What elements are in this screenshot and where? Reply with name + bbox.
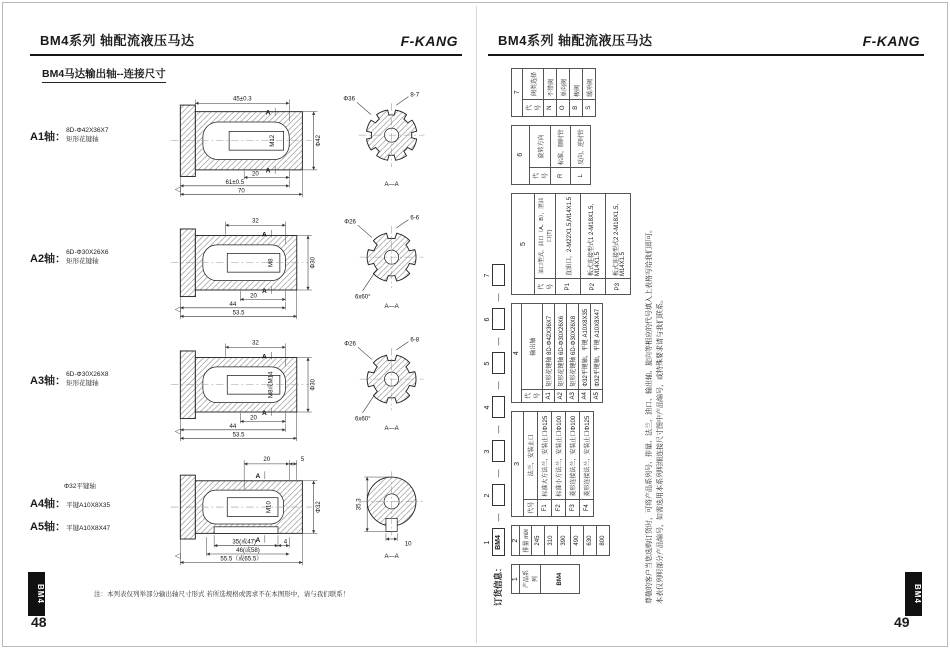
shaft-spec: 矩形花键轴 [66, 379, 99, 387]
dim-total: 70 [237, 187, 245, 195]
series-tab-right: BM4 [905, 572, 922, 616]
section-key-width: 10 [404, 540, 412, 548]
table-rotation-direction: 6 代号 旋转方向 R 标准，顺时针 L 反向，逆时针 [511, 125, 591, 185]
section-label: A—A [384, 302, 399, 310]
shaft-id: A2轴： [30, 253, 67, 265]
code-box-number: 1 [484, 540, 491, 545]
code-box-empty [492, 352, 505, 374]
section-label: A—A [384, 180, 399, 188]
dim-top: 20 [263, 456, 271, 464]
section-label: A—A [384, 552, 399, 560]
shaft-a3-drawing [124, 329, 462, 449]
dim-diameter: Φ30 [309, 378, 317, 391]
dim-diameter: Φ42 [315, 134, 323, 147]
shaft-id: A5轴： [30, 521, 67, 533]
table-flange: 3 代号 法兰，安装止口 F1 标准大方法兰，安装止口Φ125 F2 标准小方法兰，安装止口Φ100 F3 菱形连接法兰，安装止口Φ100 F4 菱形连接法兰，安装止口Φ125 [511, 411, 594, 517]
table-valve-option: 7 代号 阀类选择 N 不带阀 O 单向阀 B 梭阀 S 缓冲阀 [511, 68, 596, 117]
shaft-id: A1轴： [30, 131, 67, 143]
page-number-right: 49 [894, 614, 910, 630]
dim-key-length: 35(或47) [232, 538, 257, 546]
code-box-empty [492, 264, 505, 286]
page-title: BM4系列 轴配流液压马达 [40, 33, 195, 48]
order-code-template [484, 68, 505, 606]
section-diameter: Φ36 [343, 95, 355, 103]
thread-label: M10 [265, 501, 273, 514]
shaft-type-note: Φ32平键轴 [64, 483, 96, 490]
shaft-a1-drawing [124, 85, 462, 205]
shaft-spec: 8D-Φ42X36X7 [66, 127, 109, 134]
dim-mid: 61±0.5 [225, 178, 245, 186]
section-angle: 6x60° [354, 293, 371, 301]
table-oil-ports: 5 代号 油口型式，油口（A、B），泄油口(T) P1 直油口，2-M22X1.5,M14X1.5 P2 板式连接型式1 2-M18X1.5、M14X1.5 P3 板式连接型式2 2-M18X1.5、M14X1.5 [511, 193, 631, 296]
shaft-spec: 6D-Φ30X26X6 [66, 249, 109, 256]
left-page [30, 30, 462, 598]
ordering-tables [511, 68, 631, 594]
shaft-id: A4轴： [30, 498, 67, 510]
brand-logo: F-KANG [862, 33, 920, 49]
code-box-number: 7 [484, 273, 491, 278]
surface-finish-icon: ◁ [174, 426, 181, 436]
shaft-spec: 矩形花键轴 [66, 135, 99, 143]
dim-mid: 44 [229, 422, 237, 430]
ordering-info-rotated-block [484, 68, 724, 608]
surface-finish-icon: ◁ [174, 304, 181, 314]
section-diameter: Φ26 [344, 218, 356, 226]
shaft-row-a4-a5 [30, 451, 462, 583]
code-box-empty [492, 484, 505, 506]
dim-top2: 5 [300, 456, 305, 464]
shaft-a2-label [30, 207, 124, 329]
cut-marker: A [262, 353, 267, 361]
code-box-number: 2 [484, 493, 491, 498]
cut-marker: A [262, 231, 267, 239]
code-box-7 [484, 264, 505, 286]
ordering-label: 订货信息： [493, 563, 503, 606]
right-page [488, 30, 924, 56]
code-box-number: 4 [484, 405, 491, 410]
series-tab-left: BM4 [28, 572, 45, 616]
dim-diameter: Φ30 [309, 256, 317, 269]
section-spline-spec: 8-7 [410, 91, 420, 99]
shaft-a4-a5-label [30, 451, 124, 583]
shaft-id: A3轴： [30, 375, 67, 387]
thread-label: M8或M14 [267, 371, 275, 398]
dim-total: 55.5（或65.5） [220, 555, 263, 563]
shaft-drawings [30, 85, 462, 583]
dash: — [494, 513, 503, 522]
shaft-spec: 矩形花键轴 [66, 257, 99, 265]
section-spline-spec: 6-8 [410, 336, 420, 344]
thread-label: M8 [267, 258, 275, 268]
shaft-a2-drawing [124, 207, 462, 327]
dash: — [494, 293, 503, 302]
dim-spline-length: 20 [250, 414, 257, 422]
dim-spline-length: 20 [250, 292, 257, 300]
shaft-spec: 6D-Φ30X26X8 [66, 371, 109, 378]
dash: — [494, 425, 503, 434]
code-box-2 [484, 484, 505, 506]
code-box-3 [484, 440, 505, 462]
page-title: BM4系列 轴配流液压马达 [498, 33, 653, 48]
ordering-notes [645, 174, 666, 604]
table-product-series: 1 产品系列 BM4 [511, 564, 580, 594]
code-box-empty [492, 308, 505, 330]
section-height: 35.3 [355, 498, 363, 511]
code-box-empty [492, 440, 505, 462]
dash: — [494, 469, 503, 478]
ordering-note-line: 本表仅列明部分产品编号，如需选用本系列明细连接尺寸图中产品编号，或特殊要求请与我们联系。 [656, 296, 664, 604]
shaft-row-a1 [30, 85, 462, 207]
page-gutter-divider [476, 6, 477, 643]
shaft-row-a2 [30, 207, 462, 329]
table-output-shaft: 4 代号 输出轴 A1 矩形花键轴 8D-Φ42X36X7 A2 矩形花键轴 6D-Φ30X26X6 A3 矩形花键轴 6D-Φ30X26X8 A4 Φ32平键轴，平键 A10X8X35 A5 Φ32平键轴，平键 A10X8X47 [511, 303, 603, 402]
code-box-empty [492, 396, 505, 418]
footnote: 注：本列表仅列举部分输出轴尺寸形式 若所选规格或需求不在本图形中，请与我们联系！ [94, 591, 350, 598]
dim-mid: 44 [229, 300, 237, 308]
thread-label: M12 [269, 134, 277, 147]
dim-spline-length: 20 [252, 170, 259, 178]
cut-marker: A [262, 409, 267, 417]
shaft-a3-label [30, 329, 124, 451]
surface-finish-icon: ◁ [174, 550, 181, 560]
code-box-4 [484, 396, 505, 418]
dim-diameter: Φ32 [315, 501, 323, 513]
ordering-note-line: 尊敬的客户当您选购订货时，可将产品系列号、排量、法兰、油口、输出轴、旋向等相应的代号填入上表格写给我们即可。 [646, 226, 653, 604]
brand-logo: F-KANG [400, 33, 458, 49]
left-page-header [30, 30, 462, 56]
code-box-5 [484, 352, 505, 374]
cut-marker: A [262, 287, 267, 295]
dim-total: 53.5 [232, 431, 245, 439]
code-box-value: BM4 [492, 528, 505, 556]
cut-marker: A [265, 167, 271, 175]
section-title: BM4马达输出轴--连接尺寸 [42, 66, 166, 83]
dash: — [494, 337, 503, 346]
code-box-number: 6 [484, 317, 491, 322]
section-diameter: Φ26 [344, 340, 356, 348]
shaft-row-a3 [30, 329, 462, 451]
code-box-number: 3 [484, 449, 491, 454]
cut-marker: A [255, 536, 261, 544]
section-spline-spec: 6-6 [410, 214, 420, 222]
dim-total: 53.5 [232, 309, 245, 317]
shaft-a1-label [30, 85, 124, 207]
cut-marker: A [265, 109, 271, 117]
dim-mid: 46(或58) [236, 547, 260, 555]
shaft-spec: 平键A10X8X47 [66, 525, 111, 532]
code-box-number: 5 [484, 361, 491, 366]
table-displacement: 2 排量 ml/r 245 310 390 490 630 800 [511, 525, 610, 556]
dash: — [494, 381, 503, 390]
dim-top: 32 [252, 217, 259, 225]
right-page-header [488, 30, 924, 56]
code-box-1 [484, 528, 505, 556]
page-number-left: 48 [31, 614, 47, 630]
section-label: A—A [384, 424, 399, 432]
dim-top: 45±0.3 [233, 95, 252, 103]
section-angle: 6x60° [354, 415, 371, 423]
shaft-a4-a5-drawing [124, 451, 462, 581]
cut-marker: A [255, 472, 261, 480]
surface-finish-icon: ◁ [174, 184, 181, 194]
dim-gap: 4 [283, 538, 288, 546]
shaft-spec: 平键A10X8X35 [66, 502, 111, 509]
dim-top: 32 [252, 339, 259, 347]
code-box-6 [484, 308, 505, 330]
